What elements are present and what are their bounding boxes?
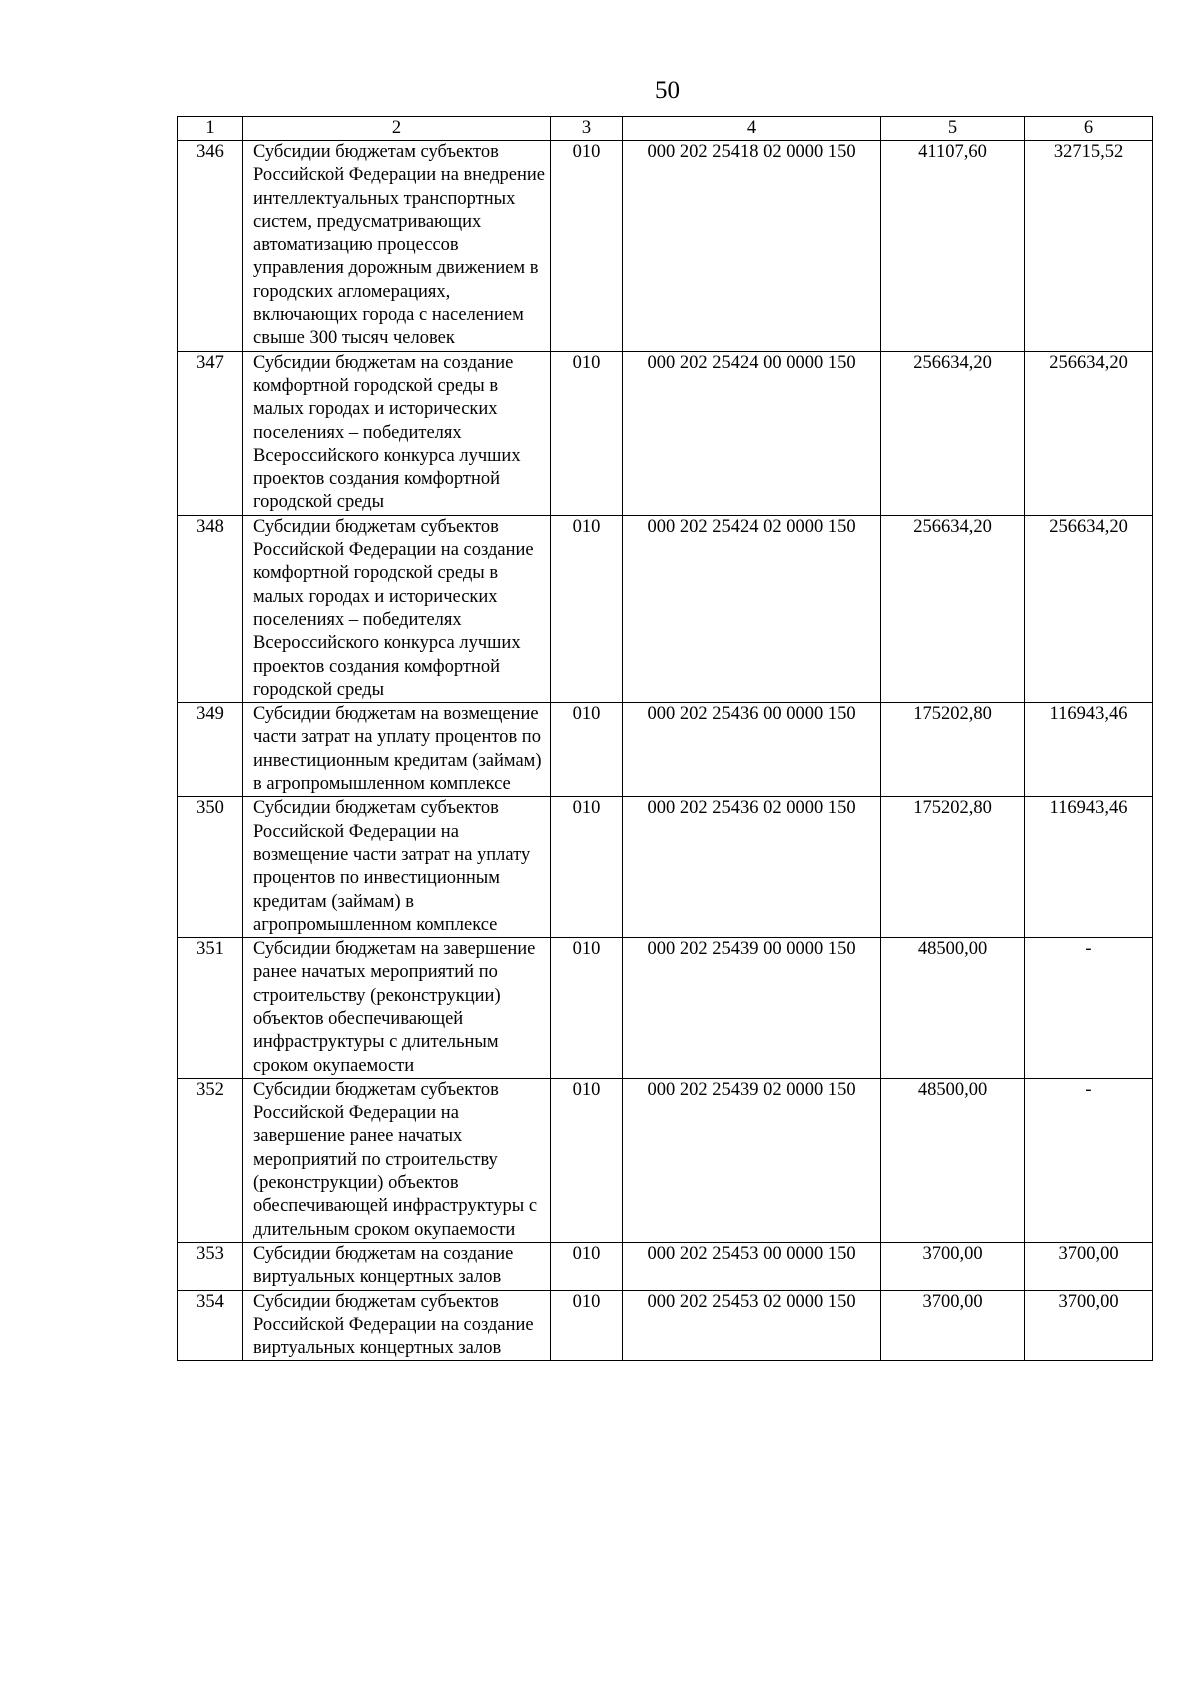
row-value-5: 3700,00 [881, 1242, 1025, 1290]
row-value-6: 3700,00 [1025, 1290, 1153, 1361]
row-budget-code: 000 202 25436 02 0000 150 [623, 797, 881, 938]
row-value-5: 41107,60 [881, 141, 1025, 352]
page-number: 50 [655, 77, 680, 104]
table-body [178, 117, 1153, 1361]
row-admin-code: 010 [551, 1290, 623, 1361]
row-value-6: 256634,20 [1025, 351, 1153, 515]
row-number: 349 [178, 703, 243, 797]
table-row [178, 141, 1153, 352]
row-name: Субсидии бюджетам субъектов Российской Федерации на внедрение интеллектуальных транспортных систем, предусматривающих автоматизацию процессов управления дорожным движением в городских агломерациях, включающих города с населением свыше 300 тысяч человек [243, 141, 551, 352]
row-number: 353 [178, 1242, 243, 1290]
row-admin-code: 010 [551, 351, 623, 515]
table-row [178, 938, 1153, 1079]
row-name: Субсидии бюджетам на создание виртуальных концертных залов [243, 1242, 551, 1290]
row-budget-code: 000 202 25453 02 0000 150 [623, 1290, 881, 1361]
row-name: Субсидии бюджетам субъектов Российской Федерации на возмещение части затрат на уплату процентов по инвестиционным кредитам (займам) в агропромышленном комплексе [243, 797, 551, 938]
row-number: 352 [178, 1078, 243, 1242]
row-value-5: 256634,20 [881, 515, 1025, 702]
column-number-2: 2 [243, 117, 551, 141]
table-row [178, 1242, 1153, 1290]
row-budget-code: 000 202 25439 00 0000 150 [623, 938, 881, 1079]
table-row [178, 351, 1153, 515]
row-number: 347 [178, 351, 243, 515]
row-value-5: 48500,00 [881, 938, 1025, 1079]
row-name: Субсидии бюджетам субъектов Российской Федерации на создание виртуальных концертных залов [243, 1290, 551, 1361]
row-value-6: 3700,00 [1025, 1242, 1153, 1290]
column-number-6: 6 [1025, 117, 1153, 141]
row-value-5: 256634,20 [881, 351, 1025, 515]
column-number-row [178, 117, 1153, 141]
row-budget-code: 000 202 25424 02 0000 150 [623, 515, 881, 702]
table-row [178, 797, 1153, 938]
row-admin-code: 010 [551, 1078, 623, 1242]
budget-table [177, 116, 1153, 1361]
row-value-5: 175202,80 [881, 797, 1025, 938]
row-value-6: - [1025, 938, 1153, 1079]
row-budget-code: 000 202 25439 02 0000 150 [623, 1078, 881, 1242]
row-number: 346 [178, 141, 243, 352]
row-admin-code: 010 [551, 938, 623, 1079]
column-number-3: 3 [551, 117, 623, 141]
row-number: 350 [178, 797, 243, 938]
row-name: Субсидии бюджетам на возмещение части затрат на уплату процентов по инвестиционным кредитам (займам) в агропромышленном комплексе [243, 703, 551, 797]
table-row [178, 515, 1153, 702]
table-row [178, 1290, 1153, 1361]
row-value-5: 175202,80 [881, 703, 1025, 797]
row-number: 348 [178, 515, 243, 702]
column-number-5: 5 [881, 117, 1025, 141]
row-budget-code: 000 202 25453 00 0000 150 [623, 1242, 881, 1290]
row-value-6: 256634,20 [1025, 515, 1153, 702]
row-name: Субсидии бюджетам субъектов Российской Федерации на завершение ранее начатых мероприятий по строительству (реконструкции) объектов обеспечивающей инфраструктуры с длительным сроком окупаемости [243, 1078, 551, 1242]
table-row [178, 703, 1153, 797]
row-value-5: 48500,00 [881, 1078, 1025, 1242]
row-admin-code: 010 [551, 1242, 623, 1290]
row-admin-code: 010 [551, 141, 623, 352]
row-budget-code: 000 202 25418 02 0000 150 [623, 141, 881, 352]
row-budget-code: 000 202 25424 00 0000 150 [623, 351, 881, 515]
row-number: 354 [178, 1290, 243, 1361]
row-name: Субсидии бюджетам на завершение ранее начатых мероприятий по строительству (реконструкции) объектов обеспечивающей инфраструктуры с длительным сроком окупаемости [243, 938, 551, 1079]
row-name: Субсидии бюджетам на создание комфортной городской среды в малых городах и исторических поселениях – победителях Всероссийского конкурса лучших проектов создания комфортной городской среды [243, 351, 551, 515]
row-budget-code: 000 202 25436 00 0000 150 [623, 703, 881, 797]
row-admin-code: 010 [551, 515, 623, 702]
row-value-6: 116943,46 [1025, 703, 1153, 797]
table-row [178, 1078, 1153, 1242]
row-admin-code: 010 [551, 797, 623, 938]
row-value-6: 32715,52 [1025, 141, 1153, 352]
column-number-1: 1 [178, 117, 243, 141]
row-value-6: 116943,46 [1025, 797, 1153, 938]
row-admin-code: 010 [551, 703, 623, 797]
row-number: 351 [178, 938, 243, 1079]
row-value-6: - [1025, 1078, 1153, 1242]
row-name: Субсидии бюджетам субъектов Российской Федерации на создание комфортной городской среды в малых городах и исторических поселениях – победителях Всероссийского конкурса лучших проектов создания комфортной городской среды [243, 515, 551, 702]
column-number-4: 4 [623, 117, 881, 141]
row-value-5: 3700,00 [881, 1290, 1025, 1361]
